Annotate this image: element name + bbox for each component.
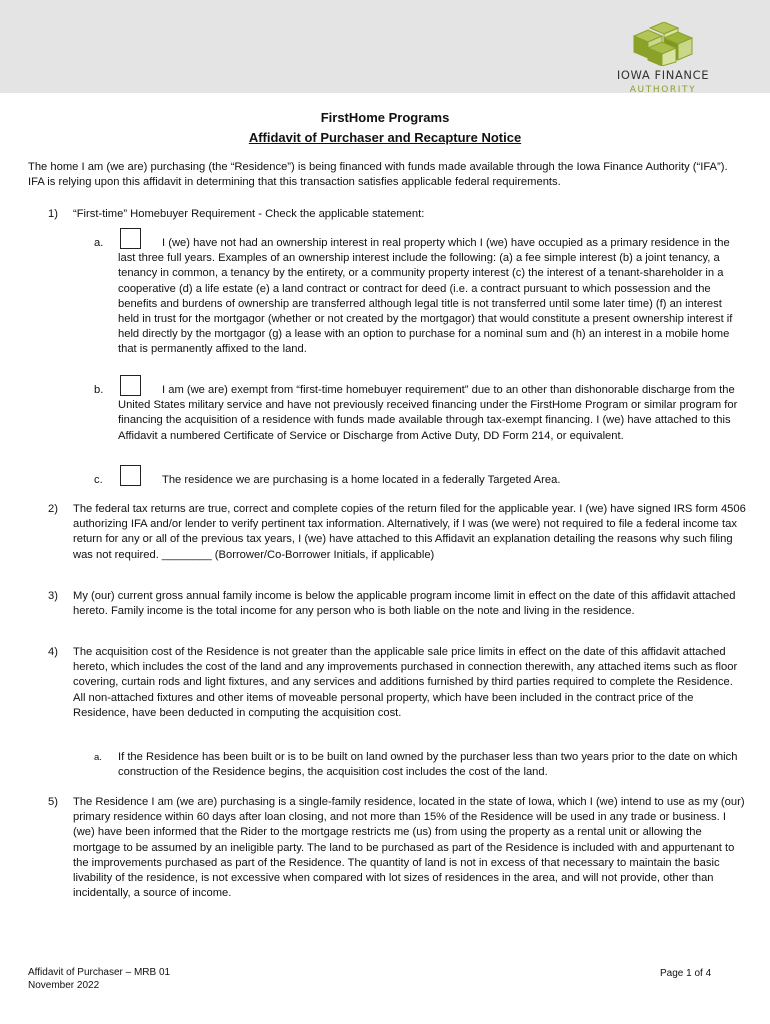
cubes-icon: [630, 22, 696, 66]
option-label: a.: [94, 752, 102, 763]
logo-text-authority: AUTHORITY: [629, 85, 697, 95]
item-text: The acquisition cost of the Residence is not greater than the applicable sale price limits in effect on the date of this affidavit attached hereto, which includes the cost of the land and any improvements purchased in connection therewith, any attached items such as floor covering, curtain rods and light fixtures, and any services and additions furnished by third parties required to complete the Residence. All non-attached fixtures and other items of moveable personal property, which have been included in the contract price of the Residence, have been deducted in computing the acquisition cost.: [73, 646, 738, 719]
option-1c-text: The residence we are purchasing is a home located in a federally Targeted Area.: [162, 474, 561, 486]
item-text: My (our) current gross annual family income is below the applicable program income limit in effect on the date of this affidavit attached hereto. Family income is the total income for any person who is both liable on the note and living in the residence.: [73, 590, 736, 618]
item-number: 5): [48, 796, 58, 808]
item-text: The federal tax returns are true, correct and complete copies of the return filed for the applicable year. I (we) have signed IRS form 4506 authorizing IFA and/or lender to verify pertinent tax information. Alternatively, if I was (we were) not required to file a federal income tax return for any or all of the previous tax years, I (we) have attached to this Affidavit an explanation detailing the reasons why such filing was not required. ________ (Borrower/Co-Borrower Initials, if applicable): [73, 503, 746, 561]
option-label: c.: [94, 474, 103, 486]
footer-date: November 2022: [28, 980, 100, 991]
item-4a-text: If the Residence has been built or is to be built on land owned by the purchaser less than two years prior to the date on which construction of the Residence begins, the acquisition cost includes the cost of the land.: [118, 751, 738, 779]
option-1b-text: I am (we are) exempt from “first-time homebuyer requirement” due to an other than dishonorable discharge from the United States military service and have not previously received financing under the FirstHome Program or similar program for financing the acquisition of a residence with funds made available through tax-exempt financing. I (we) have attached to this Affidavit a numbered Certificate of Service or Discharge from Active Duty, DD Form 214, or equivalent.: [118, 384, 738, 442]
document-subtitle: Affidavit of Purchaser and Recapture Notice: [248, 130, 522, 145]
option-text: [118, 383, 743, 444]
document-title: FirstHome Programs: [320, 110, 450, 125]
footer-left: [28, 966, 170, 992]
item-number: 3): [48, 590, 58, 602]
option-text: [118, 236, 743, 358]
page-number: Page 1 of 4: [660, 968, 712, 979]
option-label: b.: [94, 384, 104, 396]
option-text: [118, 473, 743, 488]
intro-paragraph: The home I am (we are) purchasing (the “Residence”) is being financed with funds made available through the Iowa Finance Authority (“IFA”). IFA is relying upon this affidavit in determining that this transaction satisfies applicable federal requirements.: [28, 161, 728, 189]
item-text: “First-time” Homebuyer Requirement - Check the applicable statement:: [73, 208, 425, 220]
option-1a-text: I (we) have not had an ownership interest in real property which I (we) have occupied as a primary residence in the last three full years. Examples of an ownership interest include the following: (a) a fee simple interest (b) a joint tenancy, a tenancy in common, a tenancy by the entirety, or a community property interest (c) the interest of a tenant-shareholder in a cooperative (d) a life estate (e) a land contract or contract for deed (i.e. a contract pursuant to which possession and the benefits and burdens of ownership are transferred although legal title is not transferred until some later time) (f) an interest held in trust for the mortgagor (whether or not created by the mortgagor) that would constitute a present ownership interest if held directly by the mortgagor (g) a lease with an option to purchase for a nominal sum and (h) an interest in a mobile home that is permanently affixed to the land.: [118, 237, 733, 356]
option-label: a.: [94, 237, 104, 249]
iowa-finance-authority-logo: [608, 22, 718, 97]
item-text: The Residence I am (we are) purchasing is a single-family residence, located in the state of Iowa, which I (we) intend to use as my (our) primary residence within 60 days after loan closing, and not more than 15% of the Residence will be used in any trade or business. I (we) have been informed that the Rider to the mortgage restricts me (us) from using the property as a rental unit or allowing the mortgage to be assumed by an ineligible party. The land to be purchased as part of the Residence is included with and appurtenant to the improvements purchased as part of the Residence. The quantity of land is not in excess of that necessary to maintain the basic livability of the residence, is not excessive when compared with lot sizes of residences in the area, and will not provide, other than incidentally, a source of income.: [73, 796, 745, 900]
item-number: 2): [48, 503, 58, 515]
logo-text-iowa-finance: IOWA FINANCE: [616, 68, 710, 82]
item-number: 1): [48, 208, 58, 220]
footer-form-id: Affidavit of Purchaser – MRB 01: [28, 967, 171, 978]
item-number: 4): [48, 646, 58, 658]
